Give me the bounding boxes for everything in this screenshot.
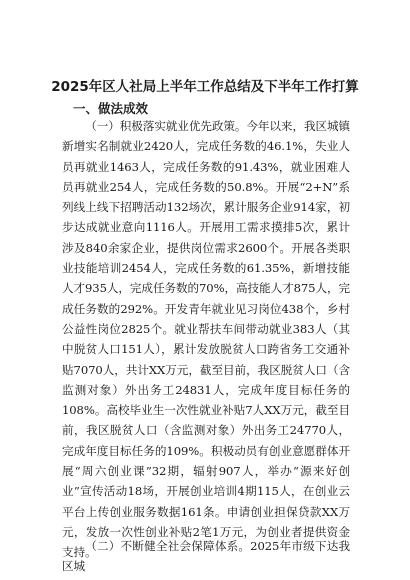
paragraph-employment: （一）积极落实就业优先政策。今年以来，我区城镇新增实名制就业2420人，完成任务数的46.1%，失业人员再就业1463人，完成任务数的91.43%，就业困难人员再就业254人，完成任务数的50.8%。开展“2+N”系列线上线下招聘活动132场次，累计服务企业914家，初步达成就业意向1116人。开展用工需求摸排5次，累计涉及840余家企业，提供岗位需求2600个。开展各类职业技能培训2454人，完成任务数的61.35%，新增技能人才935人，完成任务数的70%，高技能人才875人，完成任务数的292%。开发青年就业见习岗位438个，乡村公益性岗位2825个。就业帮扶车间带动就业383人（其中脱贫人口151人），累计发放脱贫人口跨省务工交通补贴7070人，共计XX万元，截至目前，我区脱贫人口（含监测对象）外出务工24831人，完成年度目标任务的108%。高校毕业生一次性就业补贴7人XX万元，截至目前，我区脱贫人口（含监测对象）外出务工24770人，完成年度目标任务的109%。积极动员有创业意愿群体开展“周六创业课”32期，辐射907人，举办“源来好创业”宣传活动18场，开展创业培训4期115人，在创业云平台上传创业服务数据161条。申请创业担保贷款XX万元，发放一次性创业补贴2笔1万元，为创业者提供资金支持。: [62, 119, 350, 560]
document-title: 2025年区人社局上半年工作总结及下半年工作打算: [51, 79, 359, 95]
paragraph-social-security: （二）不断健全社会保障体系。2025年市级下达我区城: [62, 539, 350, 574]
section-heading: 一、做法成效: [73, 101, 149, 116]
